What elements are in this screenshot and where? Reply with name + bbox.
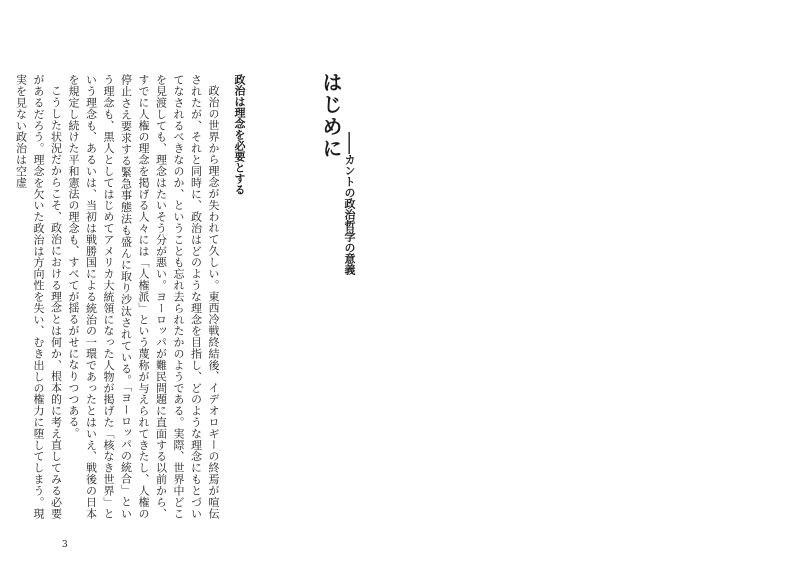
section-heading: 政治は理念を必要とする bbox=[233, 74, 246, 195]
page-number: 3 bbox=[62, 540, 68, 550]
paragraph: こうした状況だからこそ、政治における理念とは何か、根本的に考え直してみる必要があるだろう。理念を欠いた政治は方向性を失い、むき出しの権力に堕してしまう。現実を見ない政治は空虚 bbox=[14, 74, 63, 519]
chapter-subtitle: ――カントの政治哲学の意義 bbox=[343, 132, 356, 275]
body-text bbox=[14, 74, 222, 519]
chapter-title: はじめに bbox=[319, 72, 343, 160]
paragraph: 政治の世界から理念が失われて久しい。東西冷戦終結後、イデオロギーの終焉が喧伝されたが、それと同時に、政治はどのような理念を目指し、どのような理念にもとづいてなされるべきなのか、ということも忘れ去られたかのようである。実際、世界中どこを見渡しても、理念はたいそう分が悪い。ヨーロッパが難民問題に直面する以前から、すでに人権の理念を掲げる人々には「人権派」という蔑称が与えられてきたし、人権の停止さえ要求する緊急事態法も盛んに取り沙汰されている。「ヨーロッパの統合」という理念も、黒人としてはじめてアメリカ大統領になった人物が掲げた「核なき世界」という理念も、あるいは、当初は戦勝国による統治の一環であったとはいえ、戦後の日本を規定し続けた平和憲法の理念も、すべてが揺るがせになりつつある。 bbox=[67, 74, 220, 519]
